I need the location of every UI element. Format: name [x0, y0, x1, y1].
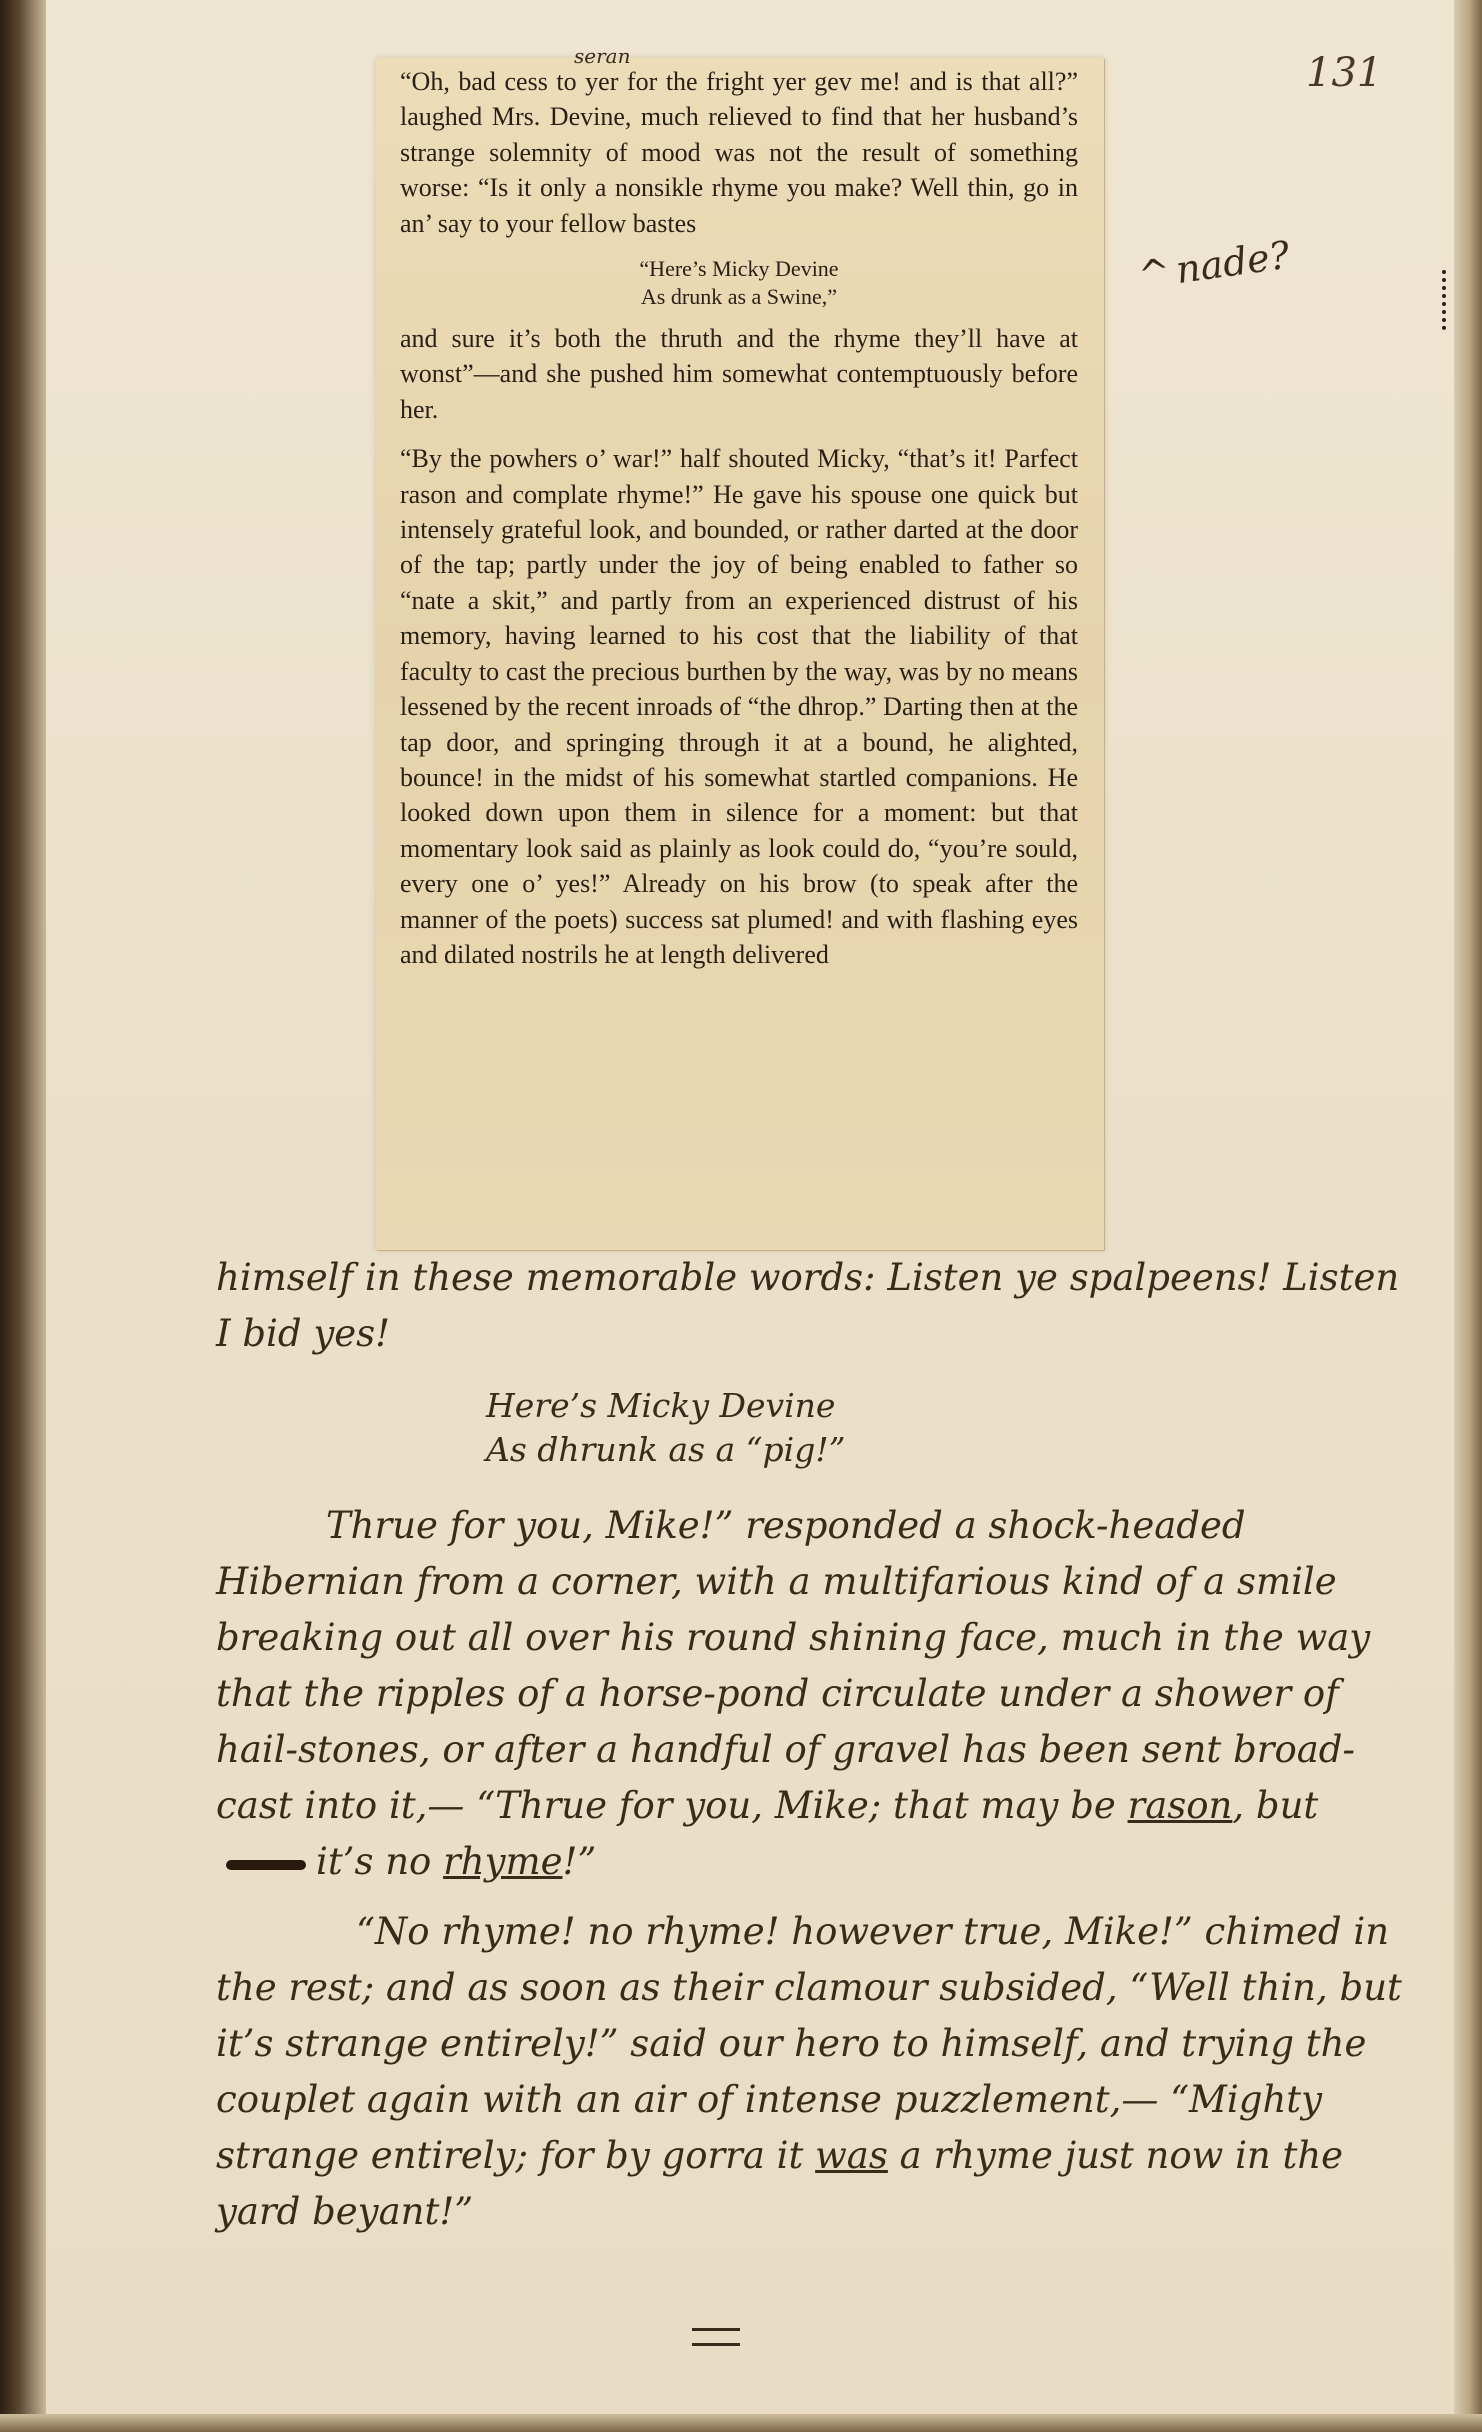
- clipping-paragraph: and sure it’s both the thruth and the rhyme they’ll have at wonst”—and she pushed him somewhat contemptuously before her.: [400, 324, 1078, 424]
- margin-dots: [1442, 270, 1458, 330]
- hand-text: , but: [1232, 1784, 1319, 1827]
- hand-paragraph: [216, 1904, 1416, 2240]
- newspaper-clipping: [376, 44, 1104, 1250]
- hand-verse-line: Here’s Micky Devine: [486, 1386, 836, 1425]
- hand-text: Thrue for you, Mike!” responded a shock-headed Hibernian from a corner, with a multifarious kind of a smile breaking out all over his round shining face, much in the way that the ripples of a horse-pond circulate under a shower of hail-stones, or after a handful of gravel has been sent broad-cast into it,— “Thrue for you, Mike; that may be: [216, 1504, 1371, 1827]
- margin-note: [1136, 233, 1293, 298]
- clipping-annotation: seran: [574, 44, 631, 68]
- hand-text: !”: [562, 1840, 597, 1883]
- handwritten-text: [216, 1250, 1416, 2240]
- end-mark: [692, 2328, 740, 2346]
- hand-line: himself in these memorable words: Listen ye spalpeens! Listen I bid yes!: [216, 1256, 1400, 1355]
- underlined-word: was: [815, 2134, 888, 2177]
- hand-verse: [486, 1384, 1416, 1472]
- page-right-edge: [1454, 0, 1482, 2432]
- page-number: 131: [1306, 50, 1383, 96]
- clipping-paragraph: “Oh, bad cess to yer for the fright yer gev me! and is that all?” laughed Mrs. Devine, much relieved to find that her husband’s strange solemnity of mood was not the result of something worse: “Is it only a nonsikle rhyme you make? Well thin, go in an’ say to your fellow bastes: [400, 67, 1078, 238]
- clipping-verse: [400, 255, 1078, 311]
- page-bottom-edge: [0, 2414, 1482, 2432]
- margin-note-text: nade?: [1173, 232, 1293, 293]
- underlined-word: rason: [1127, 1784, 1233, 1827]
- clipping-verse-line: As drunk as a Swine,”: [640, 284, 838, 310]
- clipping-text: [400, 64, 1078, 986]
- hand-text: it’s no: [316, 1840, 432, 1883]
- binding-shadow: [0, 0, 46, 2432]
- underlined-word: rhyme: [443, 1840, 563, 1883]
- clipping-verse-line: “Here’s Micky Devine: [639, 256, 839, 282]
- hand-verse-line: As dhrunk as a “pig!”: [486, 1430, 846, 1469]
- caret-mark: ^: [1135, 249, 1174, 298]
- hand-text: “No rhyme! no rhyme! however true, Mike!” chimed in the rest; and as soon as their clamour subsided, “Well thin, but it’s strange entirely!” said our hero to himself, and trying the couplet again with an air of intense puzzlement,— “Mighty strange entirely; for by gorra it: [216, 1910, 1402, 2177]
- ink-blot-strikethrough: [226, 1860, 306, 1870]
- hand-text: a rhyme just now in the yard beyant!”: [216, 2134, 1344, 2233]
- hand-paragraph: [216, 1498, 1416, 1890]
- clipping-paragraph: “By the powhers o’ war!” half shouted Micky, “that’s it! Parfect rason and complate rhyme!” He gave his spouse one quick but intensely grateful look, and bounded, or rather darted at the door of the tap; partly under the joy of being enabled to father so “nate a skit,” and partly from an experienced distrust of his memory, having learned to his cost that the liability of that faculty to cast the precious burthen by the way, was by no means lessened by the recent inroads of “the dhrop.” Darting then at the tap door, and springing through it at a bound, he alighted, bounce! in the midst of his somewhat startled companions. He looked down upon them in silence for a moment: but that momentary look said as plainly as look could do, “you’re sould, every one o’ yes!” Already on his brow (to speak after the manner of the poets) success sat plumed! and with flashing eyes and dilated nostrils he at length delivered: [400, 444, 1078, 969]
